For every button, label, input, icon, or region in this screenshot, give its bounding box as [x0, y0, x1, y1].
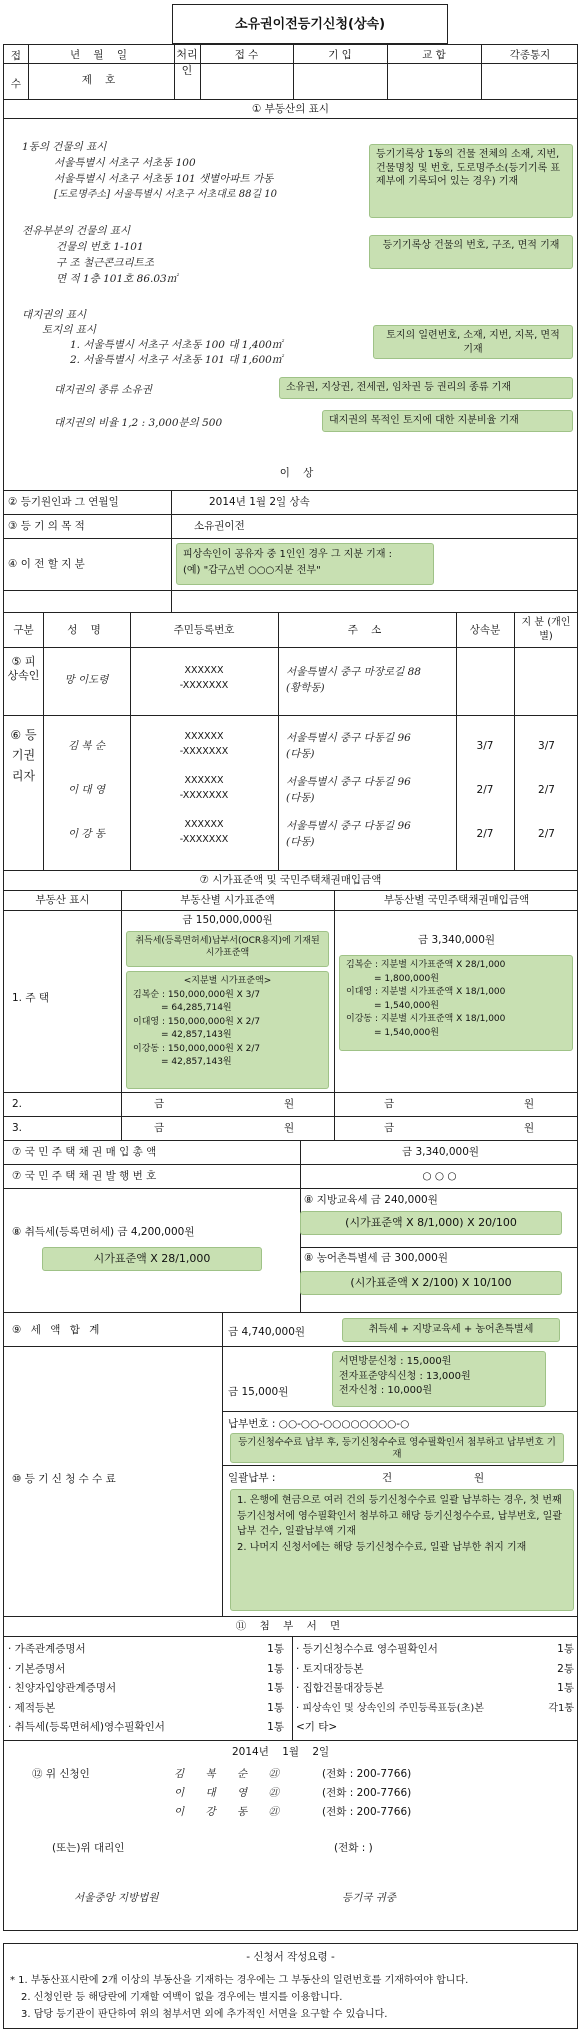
guide-item-3: 3. 담당 등기관이 판단하여 위의 첨부서면 외에 추가적인 서면을 요구할 수 있습니다. [21, 2009, 388, 2020]
applicant-phone-3: (전화 : 200-7766) [322, 1806, 412, 1818]
acquisition-tax-note: 시가표준액 X 28/1,000 [42, 1247, 262, 1271]
payment-number-note: 등기신청수수료 납부 후, 등기신청수수료 영수필확인서 첨부하고 납부번호 기재 [230, 1433, 564, 1463]
tax-sum-value: 금 4,740,000원 [228, 1326, 306, 1338]
bond-detail-1: = 1,800,000원 [374, 973, 439, 984]
attachment-name: · 토지대장등본 [296, 1662, 364, 1675]
jeop-label: 접 [10, 50, 22, 62]
fee-breakdown-visit: 서면방문신청 : 15,000원 [339, 1356, 452, 1367]
share-price-detail-0: <지분별 시가표준액> [183, 976, 272, 986]
attachment-qty: 1통 [557, 1643, 574, 1655]
transfer-share-note [176, 543, 434, 585]
heir-name-3: 이 강 동 [67, 828, 106, 840]
bulk-payment-note-1: 1. 은행에 현금으로 여러 건의 등기신청수수료 일괄 납부하는 경우, 첫 번째 등기신청서에 영수필확인서 첨부하고 해당 등기신청수수료, 납부번호, 일괄납부 건수, 일괄납부액 기재 [237, 1495, 562, 1537]
bond-number-row [3, 1165, 578, 1189]
party-header-name: 성 명 [67, 624, 106, 636]
receipt-header [3, 44, 578, 100]
property-section [3, 100, 578, 491]
col-entry: 기 입 [328, 49, 352, 61]
col-property: 부동산 표시 [35, 894, 90, 906]
deceased-name: 망 이도령 [64, 674, 109, 686]
standard-price-title: ⑦ 시가표준액 및 국민주택채권매입금액 [199, 874, 382, 886]
bulk-payment-notes [230, 1489, 574, 1611]
form-title: 소유권이전등기신청(상속) [234, 17, 386, 32]
unit-line-2: 구 조 철근콘크리트조 [56, 257, 154, 269]
attachment-name: · 가족관계증명서 [8, 1643, 86, 1655]
property-section-title: ① 부동산의 표시 [252, 103, 329, 115]
attachment-qty: 각1통 [548, 1702, 574, 1714]
standard-price-header [3, 891, 578, 911]
registration-fee-amount: 금 15,000원 [228, 1386, 289, 1398]
transfer-share-note-1: 피상속인이 공유자 중 1인인 경우 그 지분 기재 : [183, 549, 393, 560]
heir-name-1: 김 복 순 [67, 740, 106, 752]
date-label: 년 월 일 [69, 49, 133, 61]
land-right-ratio-note: 대지권의 목적인 토지에 대한 지분비율 기재 [322, 410, 573, 432]
item-2-geum: 금 [154, 1098, 165, 1110]
cause-value: 2014년 1월 2일 상속 [209, 496, 310, 508]
party-header-type: 구분 [13, 624, 34, 636]
purpose-label: ③ 등 기 의 목 적 [8, 520, 85, 532]
bond-detail-4: 이강동 : 지분별 시가표준액 X 18/1,000 [346, 1014, 506, 1024]
agent-label: (또는)위 대리인 [52, 1842, 125, 1854]
share-price-detail-4: = 42,857,143원 [161, 1030, 232, 1040]
bulk-payment-count: 건 [382, 1472, 393, 1484]
guide-item-1: * 1. 부동산표시란에 2개 이상의 부동산을 기재하는 경우에는 그 부동산의 일련번호를 기재하여야 합니다. [10, 1975, 469, 1986]
bond-total-label: ⑦ 국 민 주 택 채 권 매 입 총 액 [12, 1146, 157, 1158]
attachment-name: · 취득세(등록면허세)영수필확인서 [8, 1721, 165, 1733]
writing-guide-title: - 신청서 작성요령 - [246, 1951, 335, 1963]
party-header-address: 주 소 [347, 624, 387, 636]
land-note: 토지의 일련번호, 소재, 지번, 지목, 면적 기재 [373, 325, 573, 359]
agent-phone: (전화 : ) [334, 1842, 373, 1854]
bond-detail-0: 김복순 : 지분별 시가표준액 X 28/1,000 [346, 960, 506, 970]
deceased-id-1: XXXXXX [184, 665, 224, 676]
tax-sum-row [3, 1313, 578, 1347]
bond-number-label: ⑦ 국 민 주 택 채 권 발 행 번 호 [12, 1170, 157, 1182]
number-label: 제 호 [81, 74, 121, 86]
item-3-won: 원 [284, 1122, 295, 1134]
bulk-payment-won: 원 [474, 1472, 485, 1484]
heir-id-3b: -XXXXXXX [179, 834, 229, 845]
applicant-phone-1: (전화 : 200-7766) [322, 1768, 412, 1780]
attachment-item [8, 1679, 288, 1699]
col-standard-price: 부동산별 시가표준액 [180, 894, 275, 906]
attachment-qty: 1통 [267, 1643, 284, 1655]
bulk-payment-note-2: 2. 나머지 신청서에는 해당 등기신청수수료, 일괄 납부한 취지 기재 [237, 1541, 527, 1553]
tax-row [3, 1189, 578, 1313]
applicant-label: ⑫ 위 신청인 [32, 1768, 90, 1780]
share-price-detail-2: = 64,285,714원 [161, 1003, 232, 1013]
attachment-name: · 등기신청수수료 영수필확인서 [296, 1643, 438, 1655]
attachment-name: · 제적등본 [8, 1701, 56, 1714]
land-line-1: 1. 서울특별시 서초구 서초동 100 대 1,400㎡ [70, 339, 283, 351]
item-2-bond-won: 원 [524, 1098, 535, 1110]
bond-total-value: 금 3,340,000원 [402, 1146, 480, 1158]
building-line-2: 서울특별시 서초구 서초동 101 샛별아파트 가동 [54, 173, 274, 185]
land-head: 대지권의 표시 [22, 309, 87, 321]
standard-price-amount: 금 150,000,000원 [182, 914, 273, 926]
attachment-qty: 1통 [267, 1662, 284, 1675]
col-receipt: 접 수 [234, 49, 259, 61]
deceased-address-1: 서울특별시 중구 마장로길 88 [286, 666, 421, 678]
guide-item-2: 2. 신청인란 등 해당란에 기재할 여백이 없을 경우에는 별지를 이용합니다. [21, 1992, 343, 2003]
su-label: 수 [10, 78, 22, 90]
share-price-detail-3: 이대영 : 150,000,000원 X 2/7 [133, 1016, 261, 1027]
party-table [3, 613, 578, 871]
attachment-item [296, 1718, 576, 1738]
attachment-qty: 1통 [267, 1701, 284, 1714]
share-price-detail [126, 971, 329, 1089]
attachment-item [8, 1640, 288, 1660]
heir-share-1: 3/7 [538, 740, 555, 752]
blank-row [3, 591, 578, 613]
bond-detail [339, 955, 573, 1051]
bulk-payment-label: 일괄납부 : [228, 1472, 276, 1484]
purpose-value: 소유권이전 [194, 520, 245, 532]
party-header-inherit-share: 상속분 [469, 624, 501, 636]
applicant-name-2: 이 대 영 ㉑ [174, 1787, 279, 1799]
standard-price-item-3 [3, 1117, 578, 1141]
rural-tax-note: (시가표준액 X 2/100) X 10/100 [300, 1271, 562, 1295]
share-price-detail-6: = 42,857,143원 [161, 1057, 232, 1067]
heir-id-1b: -XXXXXXX [179, 746, 229, 757]
attachment-name: · 기본증명서 [8, 1662, 66, 1675]
applicant-name-1: 김 복 순 ㉑ [174, 1768, 279, 1780]
attachment-name: <기 타> [296, 1721, 338, 1733]
heir-name-2: 이 대 영 [67, 784, 106, 796]
attachment-item [296, 1660, 576, 1680]
unit-head: 전유부분의 건물의 표시 [22, 225, 131, 237]
attachment-name: · 피상속인 및 상속인의 주민등록표등(초)본 [296, 1702, 484, 1714]
application-date: 2014년 1월 2일 [232, 1746, 330, 1758]
attachments-list [3, 1637, 578, 1741]
standard-price-note: 취득세(등록면허세)납부서(OCR용지)에 기재된 시가표준액 [126, 931, 329, 967]
attachment-item [296, 1679, 576, 1699]
col-notice: 각종통지 [509, 49, 551, 61]
registry-office: 등기국 귀중 [342, 1892, 397, 1904]
payment-number: 납부번호 : ○○-○○-○○○○○○○○-○ [228, 1418, 410, 1430]
bond-detail-3: = 1,540,000원 [374, 1000, 439, 1011]
heir-address-1b: (다동) [286, 748, 315, 760]
attachments-left [8, 1640, 288, 1738]
tax-sum-label: ⑨ 세 액 합 계 [12, 1324, 103, 1336]
heir-id-1a: XXXXXX [184, 731, 224, 742]
attachment-qty: 1통 [557, 1682, 574, 1694]
heir-inherit-share-1: 3/7 [476, 740, 494, 752]
attachment-name: · 집합건물대장등본 [296, 1682, 384, 1694]
heir-id-2a: XXXXXX [184, 775, 224, 786]
land-right-ratio: 대지권의 비율 1,2 : 3,000분의 500 [54, 417, 223, 429]
item-1-label: 1. 주 택 [12, 992, 49, 1004]
building-line-1: 서울특별시 서초구 서초동 100 [54, 157, 196, 169]
item-3-label: 3. [12, 1122, 23, 1134]
land-right-kind: 대지권의 종류 소유권 [54, 384, 152, 396]
applicant-name-3: 이 강 동 ㉑ [174, 1806, 279, 1818]
heir-address-3a: 서울특별시 중구 다동길 96 [286, 820, 411, 832]
heir-address-1a: 서울특별시 중구 다동길 96 [286, 732, 411, 744]
attachment-name: · 친양자입양관계증명서 [8, 1682, 117, 1694]
heir-inherit-share-2: 2/7 [476, 784, 494, 796]
court-name: 서울중앙 지방법원 [74, 1892, 159, 1904]
cause-label: ② 등기원인과 그 연월일 [8, 496, 119, 508]
standard-price-item-2 [3, 1093, 578, 1117]
building-line-3: [도로명주소] 서울특별시 서초구 서초대로 88길 10 [54, 189, 278, 200]
unit-line-1: 건물의 번호 1-101 [56, 241, 144, 253]
handler-label: 처리인 [176, 48, 198, 77]
attachment-qty: 1통 [267, 1682, 284, 1694]
heir-inherit-share-3: 2/7 [476, 828, 494, 840]
bond-number-value: ○ ○ ○ [422, 1170, 457, 1182]
bond-total-row [3, 1141, 578, 1165]
heirs-label: ⑥ 등기권리자 [10, 728, 37, 783]
deceased-address-2: (황학동) [286, 682, 325, 694]
end-mark: 이 상 [279, 467, 319, 479]
transfer-share-label: ④ 이 전 할 지 분 [8, 558, 85, 570]
col-bond-amount: 부동산별 국민주택채권매입금액 [383, 894, 530, 906]
heir-address-3b: (다동) [286, 836, 315, 848]
building-head: 1동의 건물의 표시 [22, 141, 107, 153]
heir-address-2b: (다동) [286, 792, 315, 804]
attachment-item [8, 1660, 288, 1680]
heir-id-3a: XXXXXX [184, 819, 224, 830]
attachment-item [296, 1640, 576, 1660]
fee-breakdown-eform: 전자표준양식신청 : 13,000원 [339, 1370, 471, 1382]
land-line-2: 2. 서울특별시 서초구 서초동 101 대 1,600㎡ [70, 354, 283, 366]
item-3-geum: 금 [154, 1122, 165, 1134]
item-3-bond-won: 원 [524, 1122, 535, 1134]
heir-id-2b: -XXXXXXX [179, 790, 229, 801]
form-title-box [172, 4, 448, 44]
bond-detail-2: 이대영 : 지분별 시가표준액 X 18/1,000 [346, 987, 506, 997]
item-3-bond-geum: 금 [384, 1122, 395, 1134]
item-2-label: 2. [12, 1098, 23, 1110]
attachments-title-row [3, 1617, 578, 1637]
registration-fee-row [3, 1347, 578, 1617]
deceased-id-2: -XXXXXXX [179, 680, 229, 691]
party-header-id: 주민등록번호 [173, 624, 235, 636]
col-check: 교 합 [422, 49, 446, 61]
applicant-section [3, 1741, 578, 1931]
bond-amount: 금 3,340,000원 [417, 934, 496, 946]
education-tax-label: ⑧ 지방교육세 금 240,000원 [304, 1194, 438, 1206]
cause-row [3, 491, 578, 515]
deceased-label: ⑤ 피상속인 [7, 655, 40, 683]
attachment-item [296, 1699, 576, 1719]
applicant-phone-2: (전화 : 200-7766) [322, 1787, 412, 1799]
education-tax-note: (시가표준액 X 8/1,000) X 20/100 [300, 1211, 562, 1235]
tax-sum-note: 취득세 + 지방교육세 + 농어촌특별세 [342, 1318, 560, 1342]
share-price-detail-1: 김복순 : 150,000,000원 X 3/7 [133, 989, 261, 1000]
unit-note: 등기기록상 건물의 번호, 구조, 면적 기재 [369, 235, 573, 269]
attachment-item [8, 1699, 288, 1719]
writing-guide [3, 1943, 578, 2029]
fee-breakdown-online: 전자신청 : 10,000원 [339, 1385, 433, 1396]
item-2-bond-geum: 금 [384, 1098, 395, 1110]
standard-price-item-1 [3, 911, 578, 1093]
attachment-qty: 2통 [557, 1662, 574, 1675]
heir-share-3: 2/7 [538, 828, 555, 840]
attachment-qty: 1통 [267, 1721, 284, 1733]
registration-fee-label: ⑩ 등 기 신 청 수 수 료 [12, 1473, 116, 1485]
transfer-share-note-2: (예) "갑구△번 ○○○지분 전부" [183, 565, 321, 576]
standard-price-title-row [3, 871, 578, 891]
fee-breakdown [332, 1351, 546, 1407]
land-sub: 토지의 표시 [42, 324, 97, 336]
attachments-title: ⑪ 첨 부 서 면 [235, 1620, 346, 1632]
unit-line-3: 면 적 1층 101호 86.03㎡ [56, 273, 178, 285]
attachments-right [296, 1640, 576, 1738]
acquisition-tax-label: ⑧ 취득세(등록면허세) 금 4,200,000원 [12, 1226, 195, 1238]
land-right-kind-note: 소유권, 지상권, 전세권, 임차권 등 권리의 종류 기재 [279, 377, 573, 399]
party-header-share: 지 분 (개인별) [521, 617, 571, 642]
share-price-detail-5: 이강동 : 150,000,000원 X 2/7 [133, 1043, 261, 1054]
item-2-won: 원 [284, 1098, 295, 1110]
transfer-share-row [3, 539, 578, 591]
heir-address-2a: 서울특별시 중구 다동길 96 [286, 776, 411, 788]
building-note: 등기기록상 1동의 건물 전체의 소재, 지번, 건물명칭 및 번호, 도로명주소(등기기록 표제부에 기록되어 있는 경우) 기재 [369, 144, 573, 218]
rural-tax-label: ⑧ 농어촌특별세 금 300,000원 [304, 1252, 448, 1264]
purpose-row [3, 515, 578, 539]
attachment-item [8, 1718, 288, 1738]
heir-share-2: 2/7 [538, 784, 555, 796]
bond-detail-5: = 1,540,000원 [374, 1027, 439, 1038]
